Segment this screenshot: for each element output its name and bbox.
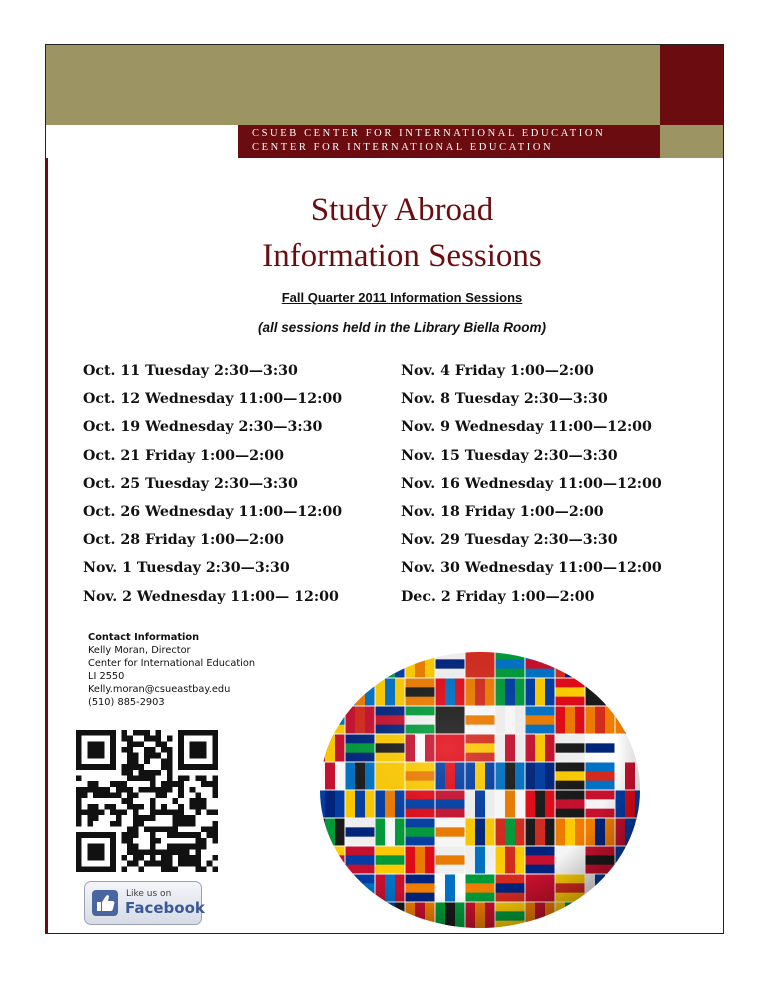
session-item: Nov. 29 Tuesday 2:30—3:30 — [401, 532, 618, 549]
organization-line-1: CSUEB CENTER FOR INTERNATIONAL EDUCATION — [252, 128, 606, 139]
session-item: Nov. 18 Friday 1:00—2:00 — [401, 503, 604, 520]
session-item: Nov. 30 Wednesday 11:00—12:00 — [401, 560, 662, 577]
page-title-line-2: Information Sessions — [262, 238, 542, 274]
session-item: Nov. 15 Tuesday 2:30—3:30 — [401, 447, 618, 464]
session-item: Oct. 12 Wednesday 11:00—12:00 — [83, 391, 343, 408]
contact-phone: (510) 885-2903 — [88, 697, 165, 708]
contact-org: Center for International Education — [88, 658, 256, 669]
session-item: Oct. 21 Friday 1:00—2:00 — [83, 447, 284, 464]
left-accent-rule — [45, 158, 48, 934]
facebook-like-text: Like us on — [126, 889, 172, 899]
session-item: Nov. 4 Friday 1:00—2:00 — [401, 363, 594, 379]
qr-code[interactable] — [76, 730, 218, 872]
organization-line-2: CENTER FOR INTERNATIONAL EDUCATION — [252, 142, 554, 153]
contact-name: Kelly Moran, Director — [88, 645, 191, 656]
flag-globe — [315, 650, 645, 930]
session-item: Dec. 2 Friday 1:00—2:00 — [401, 588, 595, 605]
sessions-column-left — [83, 360, 342, 614]
contact-heading: Contact Information — [88, 632, 200, 643]
sessions-column-right — [401, 360, 662, 614]
session-item: Nov. 1 Tuesday 2:30—3:30 — [83, 560, 290, 577]
location-note: (all sessions held in the Library Biella Room) — [257, 320, 547, 335]
session-item: Oct. 25 Tuesday 2:30—3:30 — [83, 475, 298, 492]
header-maroon-block — [660, 45, 723, 125]
session-item: Oct. 19 Wednesday 2:30—3:30 — [83, 419, 323, 436]
facebook-like-button[interactable] — [84, 881, 205, 925]
contact-block — [88, 631, 255, 709]
session-item: Nov. 9 Wednesday 11:00—12:00 — [401, 419, 652, 436]
thumbs-up-icon — [92, 890, 118, 916]
session-item: Oct. 11 Tuesday 2:30—3:30 — [83, 363, 298, 379]
session-item: Oct. 26 Wednesday 11:00—12:00 — [83, 503, 343, 520]
facebook-brand-text: Facebook — [125, 899, 205, 917]
contact-email[interactable]: Kelly.moran@csueastbay.edu — [88, 684, 231, 695]
session-item: Nov. 2 Wednesday 11:00— 12:00 — [83, 588, 339, 605]
quarter-subtitle: Fall Quarter 2011 Information Sessions — [281, 290, 523, 305]
page-title-line-1: Study Abroad — [310, 192, 494, 228]
session-item: Oct. 28 Friday 1:00—2:00 — [83, 532, 284, 549]
session-item: Nov. 16 Wednesday 11:00—12:00 — [401, 475, 662, 492]
header-olive-block — [46, 45, 660, 125]
header-olive-accent — [660, 125, 723, 158]
contact-room: LI 2550 — [88, 671, 125, 682]
session-item: Nov. 8 Tuesday 2:30—3:30 — [401, 391, 608, 408]
